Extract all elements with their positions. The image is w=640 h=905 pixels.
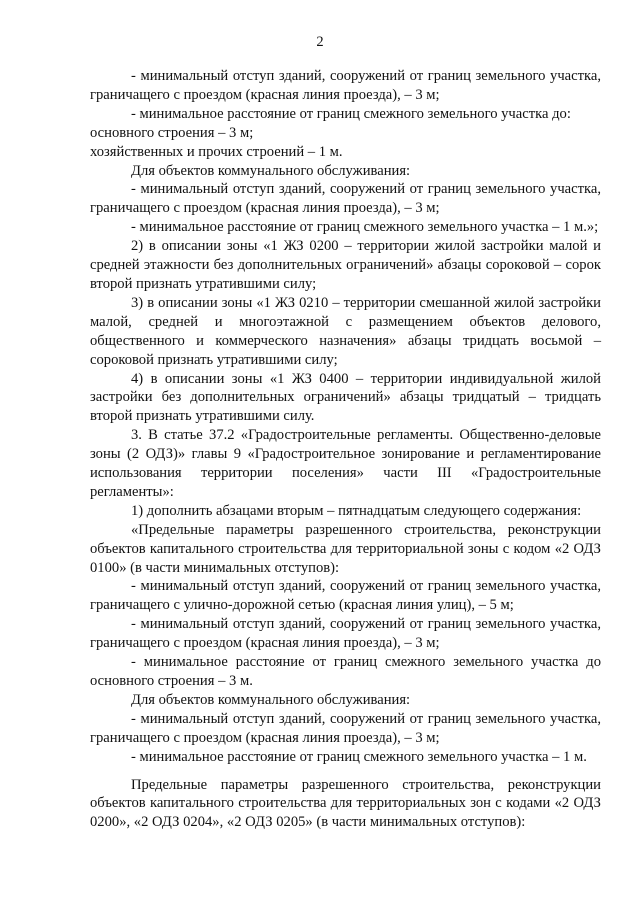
paragraph-auxiliary-buildings: хозяйственных и прочих строений – 1 м. (90, 143, 343, 160)
paragraph-section-3-article-37-2: 3. В статье 37.2 «Градостроительные регламенты. Общественно-деловые зоны (2 ОДЗ)» главы 9 «Градостроительное зонирование и регламентирование использования территории поселения» части III «Градостроительные регламенты»: (90, 427, 601, 500)
page-number: 2 (316, 34, 324, 50)
document-body (90, 67, 601, 832)
paragraph-main-building: основного строения – 3 м; (90, 124, 254, 141)
paragraph-utility-objects-heading-2: Для объектов коммунального обслуживания: (131, 691, 411, 708)
paragraph-utility-distance-2: - минимальное расстояние от границ смежного земельного участка – 1 м. (131, 748, 587, 765)
paragraph-utility-distance: - минимальное расстояние от границ смежного земельного участка – 1 м.»; (131, 219, 599, 236)
paragraph-utility-objects-heading: Для объектов коммунального обслуживания: (131, 162, 411, 179)
paragraph-min-distance-to: - минимальное расстояние от границ смежного земельного участка до: (131, 105, 571, 122)
paragraph-setback-passage: - минимальный отступ зданий, сооружений от границ земельного участка, граничащего с проездом (красная линия проезда), – 3 м; (90, 616, 601, 652)
paragraph-limits-odz-0200-0204-0205: Предельные параметры разрешенного строительства, реконструкции объектов капитального строительства для территориальных зон с кодами «2 ОДЗ 0200», «2 ОДЗ 0204», «2 ОДЗ 0205» (в части минимальных отступов): (90, 776, 601, 831)
paragraph-utility-setback-2: - минимальный отступ зданий, сооружений от границ земельного участка, граничащего с проездом (красная линия проезда), – 3 м; (90, 710, 601, 746)
paragraph-item-2-zone-0200: 2) в описании зоны «1 ЖЗ 0200 – территории жилой застройки малой и средней этажности без дополнительных ограничений» абзацы сороковой – сорок второй признать утратившими силу; (90, 238, 601, 292)
paragraph-utility-setback: - минимальный отступ зданий, сооружений от границ земельного участка, граничащего с проездом (красная линия проезда), – 3 м; (90, 181, 601, 217)
paragraph-item-1-supplement: 1) дополнить абзацами вторым – пятнадцатым следующего содержания: (131, 502, 582, 519)
paragraph-setback-street-network: - минимальный отступ зданий, сооружений от границ земельного участка, граничащего с улично-дорожной сетью (красная линия улиц), – 5 м; (90, 578, 601, 614)
paragraph-limits-odz-0100: «Предельные параметры разрешенного строительства, реконструкции объектов капитального строительства для территориальной зоны с кодом «2 ОДЗ 0100» (в части минимальных отступов): (90, 521, 601, 576)
paragraph-item-3-zone-0210: 3) в описании зоны «1 ЖЗ 0210 – территории смешанной жилой застройки малой, средней и многоэтажной с размещением объектов делового, общественного и коммерческого назначения» абзацы тридцать восьмой – сороковой признать утратившими силу; (90, 294, 601, 368)
paragraph-min-setback-passage: - минимальный отступ зданий, сооружений от границ земельного участка, граничащего с проездом (красная линия проезда), – 3 м; (90, 68, 601, 103)
paragraph-item-4-zone-0400: 4) в описании зоны «1 ЖЗ 0400 – территории индивидуальной жилой застройки без дополнительных ограничений» абзацы тридцатый – тридцать второй признать утратившими силу. (90, 370, 601, 425)
paragraph-distance-main-building: - минимальное расстояние от границ смежного земельного участка до основного строения – 3 м. (90, 654, 601, 689)
